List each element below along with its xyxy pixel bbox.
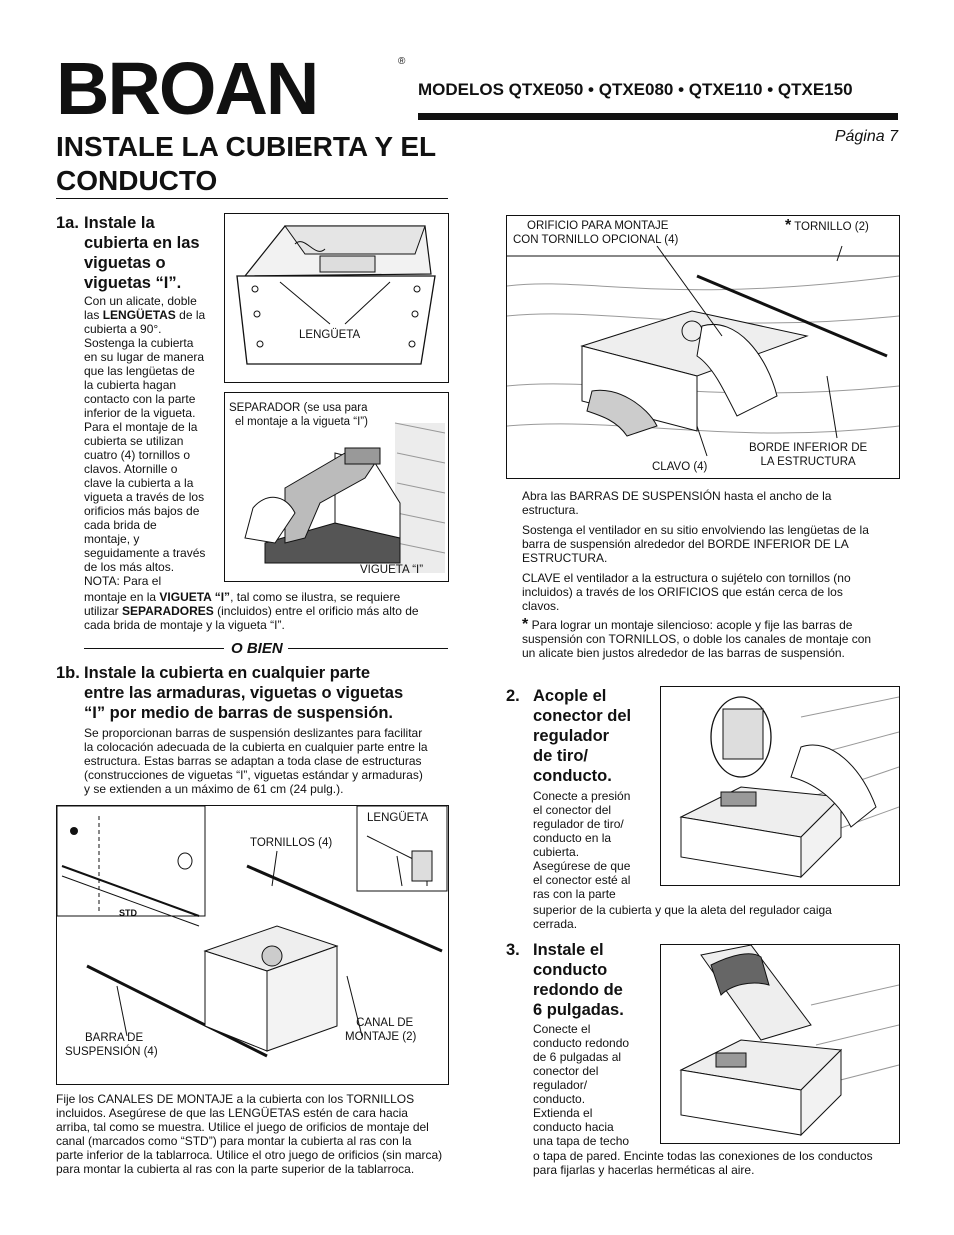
label-std: STD [119, 908, 137, 918]
step-1a-number: 1a. [56, 214, 79, 232]
step-1a-line: Para el montaje de la [84, 420, 198, 434]
label-barra: BARRA DE SUSPENSIÓN (4) [65, 1032, 158, 1058]
step-1b-after-line: para montar la cubierta al ras con la parte superior de la tablarroca. [56, 1162, 415, 1176]
right-para-4: * Para lograr un montaje silencioso: acople y fije las barras de suspensión con TORNILLOS, o doble los canales de montaje con un alicate bien justos alrededor de las barras de suspensión. [522, 616, 872, 660]
figure-round-duct [660, 944, 900, 1144]
step-3-body [533, 1022, 653, 1148]
step-1a-line: clavos. Atornille o [84, 462, 178, 476]
figure-hanger-install [506, 215, 900, 479]
step-1a-line: en su lugar de manera [84, 350, 205, 364]
step-1b-after-line: arriba, tal como se muestra. Utilice el juego de orificios de montaje del [56, 1120, 429, 1134]
step-2-line: el conector esté al [533, 873, 631, 887]
step-1a-line: cada brida de [84, 518, 157, 532]
step-1a-note: montaje en la VIGUETA “I”, tal como se ilustra, se requiere utilizar SEPARADORES (incluidos) entre el orificio más alto de cada brida de montaje y la vigueta “I”. [84, 590, 419, 632]
figure-drill-ijoist [224, 392, 449, 582]
label-lengueta: LENGÜETA [299, 329, 361, 341]
step-1a-line: cubierta a 90°. [84, 322, 162, 336]
header-rule [418, 113, 898, 120]
or-rule-right [288, 648, 448, 649]
step-3-line: conducto. [533, 1092, 586, 1106]
step-1b-body [84, 726, 454, 796]
step-2-line: regulador de tiro/ [533, 817, 624, 831]
step-1a-line: cubierta se utilizan [84, 434, 184, 448]
label-orificio: ORIFICIO PARA MONTAJE CON TORNILLO OPCIONAL (4) [513, 220, 679, 246]
label-borde: BORDE INFERIOR DE LA ESTRUCTURA [749, 442, 868, 468]
step-1b-line: y se extienden a un máximo de 61 cm (24 pulg.). [84, 782, 344, 796]
step-1b-after-line: Fije los CANALES DE MONTAJE a la cubierta con los TORNILLOS [56, 1092, 415, 1106]
step-1a-line: las LENGÜETAS de la [84, 308, 206, 322]
page-title: INSTALE LA CUBIERTA Y EL CONDUCTO [56, 131, 437, 196]
models-line: MODELOS QTXE050 • QTXE080 • QTXE110 • QTXE150 [418, 80, 853, 99]
step-1b-line: (construcciones de viguetas “I”, viguetas estándar y armaduras) [84, 768, 423, 782]
step-2-line: conducto en la [533, 831, 612, 845]
step-1b-number: 1b. [56, 664, 80, 682]
step-3-line: conducto redondo [533, 1036, 630, 1050]
step-3-cont: o tapa de pared. Encinte todas las conexiones de los conductos para fijarlas y hacerlas herméticas al aire. [533, 1149, 873, 1177]
right-para-2: Sostenga el ventilador en su sitio envolviendo las lengüetas de la barra de suspensión alrededor del BORDE INFERIOR DE LA ESTRUCTURA. [522, 523, 869, 565]
label-lengueta-1b: LENGÜETA [367, 812, 429, 824]
label-clavo: CLAVO (4) [652, 461, 708, 473]
step-3-number: 3. [506, 941, 520, 959]
step-3-heading: Instale el conducto redondo de 6 pulgadas. [533, 941, 624, 1019]
title-rule [56, 198, 448, 199]
step-1b-line: estructura. Estas barras se adaptan a toda clase de estructuras [84, 754, 422, 768]
step-1b-after-text [56, 1092, 448, 1176]
step-1a-line: inferior de la vigueta. [84, 406, 196, 420]
figure-hanger-bars [56, 805, 449, 1085]
figure-damper-connector [660, 686, 900, 886]
step-1a-line: montaje, y [84, 532, 140, 546]
page-number: Página 7 [834, 128, 898, 145]
step-1a-line: NOTA: Para el [84, 574, 162, 588]
step-2-line: ras con la parte [533, 887, 616, 901]
step-3-line: conducto hacia [533, 1120, 614, 1134]
or-rule-left [84, 648, 224, 649]
label-tornillos: TORNILLOS (4) [250, 837, 333, 849]
step-1b-line: la colocación adecuada de la cubierta en cualquier parte entre la [84, 740, 428, 754]
step-3-line: Conecte el [533, 1022, 591, 1036]
step-1b-after-line: canal (marcados como “STD”) para montar la cubierta al ras con la [56, 1134, 412, 1148]
step-1a-line: Con un alicate, doble [84, 294, 197, 308]
step-1a-line: que las lengüetas de [84, 364, 195, 378]
step-2-line: el conector del [533, 803, 612, 817]
step-1b-after-line: incluidos. Asegúrese de que las LENGÜETAS estén de cara hacia [56, 1106, 408, 1120]
step-3-line: regulador/ [533, 1078, 588, 1092]
label-vigueta-i: VIGUETA “I” [360, 564, 424, 576]
step-1b-line: Se proporcionan barras de suspensión deslizantes para facilitar [84, 726, 423, 740]
broan-logo: BROAN [56, 47, 318, 130]
right-para-1: Abra las BARRAS DE SUSPENSIÓN hasta el ancho de la estructura. [522, 489, 832, 517]
step-2-line: cubierta. [533, 845, 580, 859]
figure-housing-tabs [224, 213, 449, 383]
registered-mark: ® [398, 56, 406, 67]
step-1a-line: vigueta a través de los [84, 490, 205, 504]
step-2-cont: superior de la cubierta y que la aleta del regulador caiga cerrada. [533, 903, 832, 931]
step-1b-after-line: parte inferior de la tablarroca. Utilice el otro juego de orificios (sin marca) [56, 1148, 443, 1162]
label-canal: CANAL DE MONTAJE (2) [345, 1017, 417, 1043]
step-2-body [533, 789, 653, 901]
step-1a-heading: Instale la cubierta en las viguetas o viguetas “I”. [84, 214, 200, 292]
step-2-line: Conecte a presión [533, 789, 631, 803]
step-3-line: una tapa de techo [533, 1134, 630, 1148]
step-1a-line: seguidamente a través [84, 546, 206, 560]
step-1a-line: Sostenga la cubierta [84, 336, 194, 350]
step-1a-body [84, 294, 224, 588]
right-para-3: CLAVE el ventilador a la estructura o sujételo con tornillos (no incluidos) a través de los ORIFICIOS que están cerca de los clavos. [522, 571, 851, 613]
or-label: O BIEN [231, 640, 283, 657]
step-1a-line: de los más altos. [84, 560, 175, 574]
step-3-line: conector del [533, 1064, 599, 1078]
step-1a-line: cuatro (4) tornillos o [84, 448, 191, 462]
step-1b-heading: Instale la cubierta en cualquier parte entre las armaduras, viguetas o viguetas “I” por medio de barras de suspensión. [84, 664, 404, 722]
label-separador: SEPARADOR (se usa para el montaje a la vigueta “I”) [229, 402, 368, 428]
step-3-line: de 6 pulgadas al [533, 1050, 622, 1064]
step-1a-line: clave la cubierta a la [84, 476, 194, 490]
label-tornillo: * TORNILLO (2) [785, 217, 869, 234]
step-1a-line: la cubierta hagan [84, 378, 177, 392]
step-1a-line: contacto con la parte [84, 392, 196, 406]
step-2-heading: Acople el conector del regulador de tiro/ conducto. [533, 687, 632, 785]
step-1a-line: orificios más bajos de [84, 504, 200, 518]
step-2-number: 2. [506, 687, 520, 705]
step-3-line: Extienda el [533, 1106, 593, 1120]
step-2-line: Asegúrese de que [533, 859, 631, 873]
